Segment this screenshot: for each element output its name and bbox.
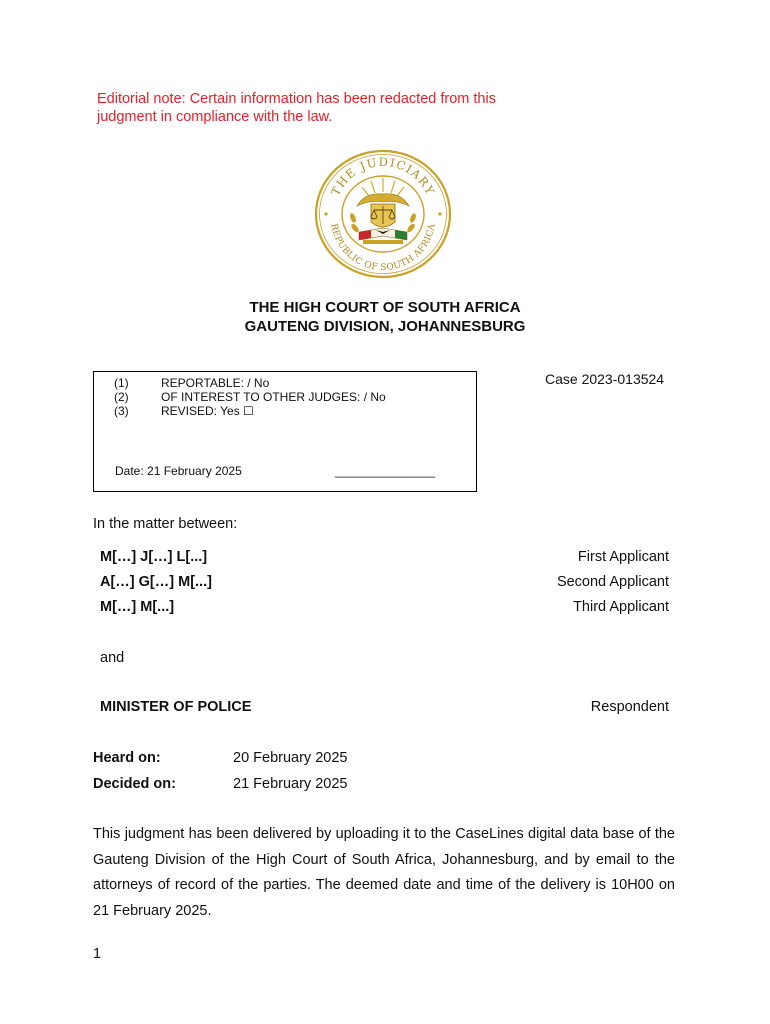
status-item-number: (3) bbox=[114, 404, 129, 418]
status-item-interest bbox=[114, 390, 386, 404]
seal-bottom-text: REPUBLIC OF SOUTH AFRICA bbox=[328, 222, 438, 274]
matter-between-label: In the matter between: bbox=[93, 516, 238, 532]
third-applicant-name: M[…] M[...] bbox=[100, 599, 175, 615]
editorial-note: Editorial note: Certain information has been redacted from this judgment in compliance with the law. bbox=[97, 91, 496, 125]
heard-on-label: Heard on: bbox=[93, 750, 161, 766]
reportable-status-box bbox=[93, 371, 477, 492]
first-applicant-name: M[…] J[…] L[...] bbox=[100, 549, 208, 565]
decided-on-value: 21 February 2025 bbox=[233, 776, 348, 792]
seal-top-text: THE JUDICIARY bbox=[328, 154, 438, 198]
delivery-paragraph: This judgment has been delivered by uploading it to the CaseLines digital data base of the Gauteng Division of the High Court of South Africa, Johannesburg, and by email to the attorneys of record of the parties. The deemed date and time of the delivery is 10H00 on 21 February 2025. bbox=[93, 826, 675, 919]
status-item-text: REVISED: Yes ☐ bbox=[161, 404, 254, 418]
status-item-reportable bbox=[114, 376, 269, 390]
heard-on-value: 20 February 2025 bbox=[233, 750, 348, 766]
status-item-text: OF INTEREST TO OTHER JUDGES: / No bbox=[161, 390, 386, 404]
second-applicant-name: A[…] G[…] M[...] bbox=[100, 574, 212, 590]
respondent-role: Respondent bbox=[590, 699, 669, 715]
case-number: Case 2023-013524 bbox=[545, 371, 665, 387]
judiciary-seal-icon bbox=[313, 148, 453, 280]
second-applicant-role: Second Applicant bbox=[556, 574, 669, 590]
court-title-line1: THE HIGH COURT OF SOUTH AFRICA bbox=[249, 299, 521, 316]
status-item-revised bbox=[114, 404, 254, 418]
signature-line: _______________ bbox=[335, 464, 436, 478]
third-applicant-role: Third Applicant bbox=[573, 599, 669, 615]
status-item-number: (2) bbox=[114, 390, 129, 404]
page-number: 1 bbox=[93, 946, 102, 962]
status-item-text: REPORTABLE: / No bbox=[161, 376, 270, 390]
status-item-number: (1) bbox=[114, 376, 129, 390]
court-title-line2: GAUTENG DIVISION, JOHANNESBURG bbox=[244, 318, 526, 335]
decided-on-label: Decided on: bbox=[93, 776, 176, 792]
first-applicant-role: First Applicant bbox=[577, 549, 669, 565]
and-separator: and bbox=[100, 650, 125, 666]
status-date: Date: 21 February 2025 bbox=[115, 464, 242, 478]
respondent-name: MINISTER OF POLICE bbox=[100, 699, 252, 715]
